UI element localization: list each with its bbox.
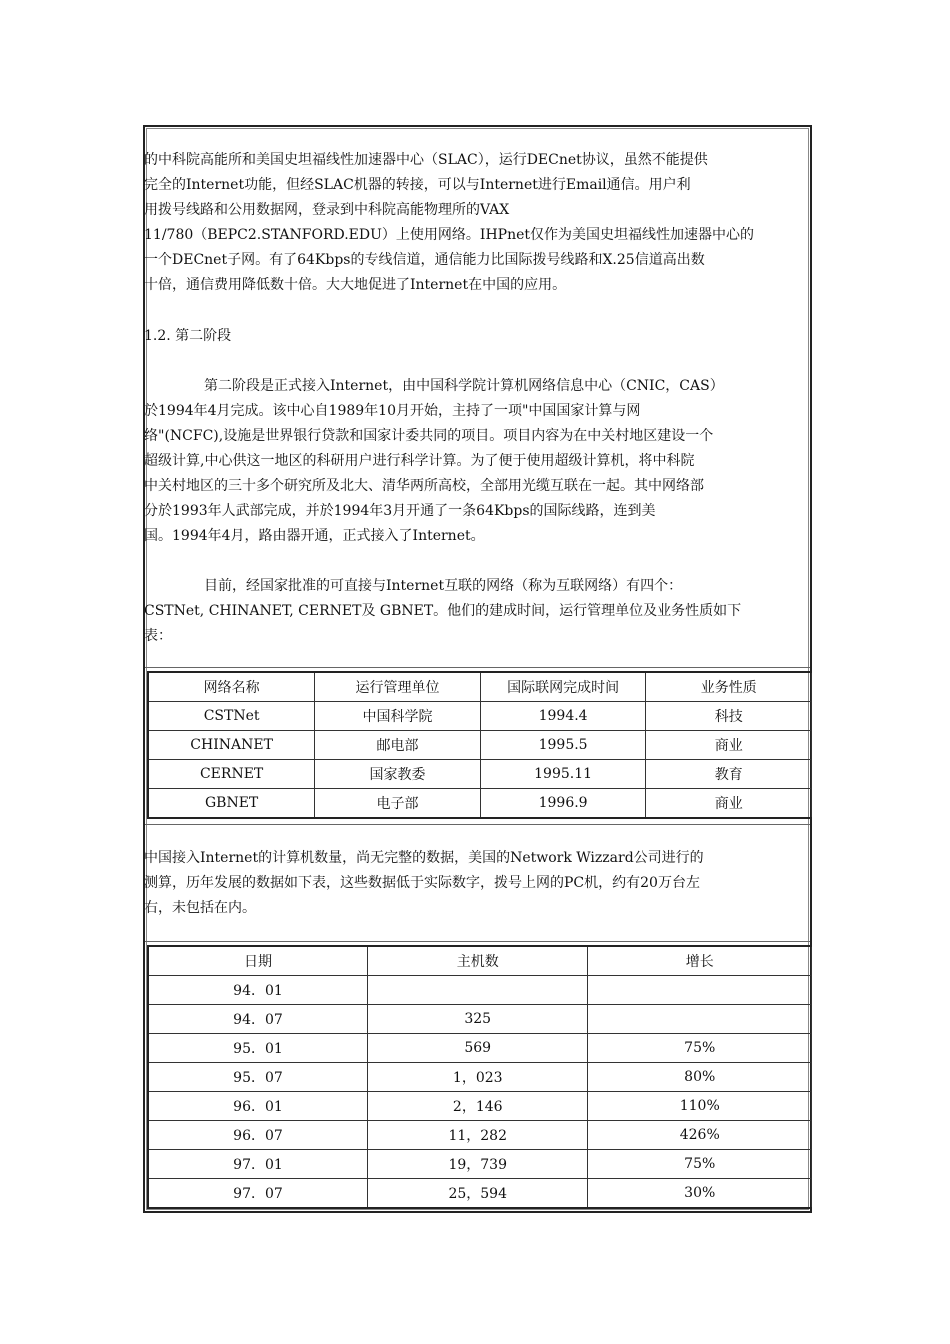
table-row <box>148 702 812 731</box>
table-row <box>148 1179 812 1209</box>
table-cell: 25，594 <box>367 1179 587 1209</box>
table-cell: CHINANET <box>148 731 315 760</box>
table-cell: CSTNet <box>148 702 315 731</box>
table-cell: 商业 <box>646 731 812 760</box>
text-line: 目前，经国家批准的可直接与Internet互联的网络（称为互联网络）有四个： <box>204 578 683 594</box>
table-cell: 75% <box>588 1034 812 1063</box>
text-line: 表： <box>144 628 172 644</box>
table-cell: 80% <box>588 1063 812 1092</box>
table-row <box>148 1005 812 1034</box>
table-cell: 1995.5 <box>480 731 646 760</box>
table-cell: 1996.9 <box>480 789 646 819</box>
table-cell: 电子部 <box>315 789 481 819</box>
paragraph-phase-two <box>144 374 812 549</box>
table-cell: 邮电部 <box>315 731 481 760</box>
table-cell: 569 <box>367 1034 587 1063</box>
table-cell <box>588 976 812 1005</box>
table-row <box>148 1150 812 1179</box>
text-line: 国。1994年4月，路由器开通，正式接入了Internet。 <box>144 528 485 544</box>
table-cell: 97．01 <box>148 1150 367 1179</box>
text-line: CSTNet, CHINANET, CERNET及 GBNET。他们的建成时间，运行管理单位及业务性质如下 <box>144 603 742 619</box>
table-cell: GBNET <box>148 789 315 819</box>
table-row <box>148 976 812 1005</box>
table-cell: 97．07 <box>148 1179 367 1209</box>
table-cell: 110% <box>588 1092 812 1121</box>
table-cell: 96．01 <box>148 1092 367 1121</box>
divider <box>145 824 810 825</box>
table-cell: 325 <box>367 1005 587 1034</box>
table-cell: 96．07 <box>148 1121 367 1150</box>
table-cell: 1，023 <box>367 1063 587 1092</box>
paragraph-networks-intro <box>144 574 812 649</box>
table-header-cell: 运行管理单位 <box>315 672 481 702</box>
table-header-cell: 增长 <box>588 946 812 976</box>
table-cell: 国家教委 <box>315 760 481 789</box>
table-row <box>148 1092 812 1121</box>
table-row <box>148 1063 812 1092</box>
table-cell: CERNET <box>148 760 315 789</box>
text-line: 中国接入Internet的计算机数量，尚无完整的数据，美国的Network Wizzard公司进行的 <box>144 850 704 866</box>
table-cell: 2，146 <box>367 1092 587 1121</box>
text-line: 一个DECnet子网。有了64Kbps的专线信道，通信能力比国际拨号线路和X.25信道高出数 <box>144 252 705 268</box>
text-line: 第二阶段是正式接入Internet，由中国科学院计算机网络信息中心（CNIC，CAS） <box>204 378 724 394</box>
table-row <box>148 1121 812 1150</box>
table-cell: 95．01 <box>148 1034 367 1063</box>
table-cell: 1994.4 <box>480 702 646 731</box>
table-row <box>148 731 812 760</box>
table-cell: 30% <box>588 1179 812 1209</box>
text-line: 於1994年4月完成。该中心自1989年10月开始，主持了一项"中国国家计算与网 <box>144 403 641 419</box>
table-header-cell: 网络名称 <box>148 672 315 702</box>
table-cell <box>367 976 587 1005</box>
divider <box>145 667 810 668</box>
table-header-row <box>148 672 812 702</box>
table-cell: 19，739 <box>367 1150 587 1179</box>
table-cell: 中国科学院 <box>315 702 481 731</box>
text-line: 用拨号线路和公用数据网，登录到中科院高能物理所的VAX <box>144 202 510 218</box>
table-cell: 科技 <box>646 702 812 731</box>
table-cell: 教育 <box>646 760 812 789</box>
text-line: 完全的Internet功能，但经SLAC机器的转接，可以与Internet进行Email通信。用户利 <box>144 177 691 193</box>
table-cell: 11，282 <box>367 1121 587 1150</box>
table-row <box>148 760 812 789</box>
table-cell: 1995.11 <box>480 760 646 789</box>
text-line: 分於1993年人武部完成，并於1994年3月开通了一条64Kbps的国际线路，连到美 <box>144 503 656 519</box>
table-header-row <box>148 946 812 976</box>
table-cell: 75% <box>588 1150 812 1179</box>
table-cell: 商业 <box>646 789 812 819</box>
paragraph-slac <box>144 148 812 298</box>
text-line: 十倍，通信费用降低数十倍。大大地促进了Internet在中国的应用。 <box>144 277 567 293</box>
networks-table <box>147 671 812 819</box>
table-header-cell: 国际联网完成时间 <box>480 672 646 702</box>
text-line: 右，未包括在内。 <box>144 900 256 916</box>
table-cell: 95．07 <box>148 1063 367 1092</box>
table-cell: 426% <box>588 1121 812 1150</box>
text-line: 超级计算,中心供这一地区的科研用户进行科学计算。为了便于使用超级计算机，将中科院 <box>144 453 695 469</box>
text-line: 中关村地区的三十多个研究所及北大、清华两所高校，全部用光缆互联在一起。其中网络部 <box>144 478 704 494</box>
section-heading: 1.2. 第二阶段 <box>144 328 232 344</box>
table-header-cell: 日期 <box>148 946 367 976</box>
table-header-cell: 业务性质 <box>646 672 812 702</box>
table-cell: 94．07 <box>148 1005 367 1034</box>
paragraph-host-count <box>144 846 812 921</box>
table-cell <box>588 1005 812 1034</box>
text-line: 的中科院高能所和美国史坦福线性加速器中心（SLAC），运行DECnet协议，虽然不能提供 <box>144 152 708 168</box>
table-cell: 94．01 <box>148 976 367 1005</box>
text-line: 络"(NCFC),设施是世界银行贷款和国家计委共同的项目。项目内容为在中关村地区建设一个 <box>144 428 714 444</box>
table-row <box>148 789 812 819</box>
table-header-cell: 主机数 <box>367 946 587 976</box>
text-line: 测算，历年发展的数据如下表，这些数据低于实际数字，拨号上网的PC机，约有20万台左 <box>144 875 700 891</box>
hosts-table <box>147 945 812 1209</box>
divider <box>145 941 810 942</box>
table-row <box>148 1034 812 1063</box>
text-line: 11/780（BEPC2.STANFORD.EDU）上使用网络。IHPnet仅作为美国史坦福线性加速器中心的 <box>144 227 755 243</box>
